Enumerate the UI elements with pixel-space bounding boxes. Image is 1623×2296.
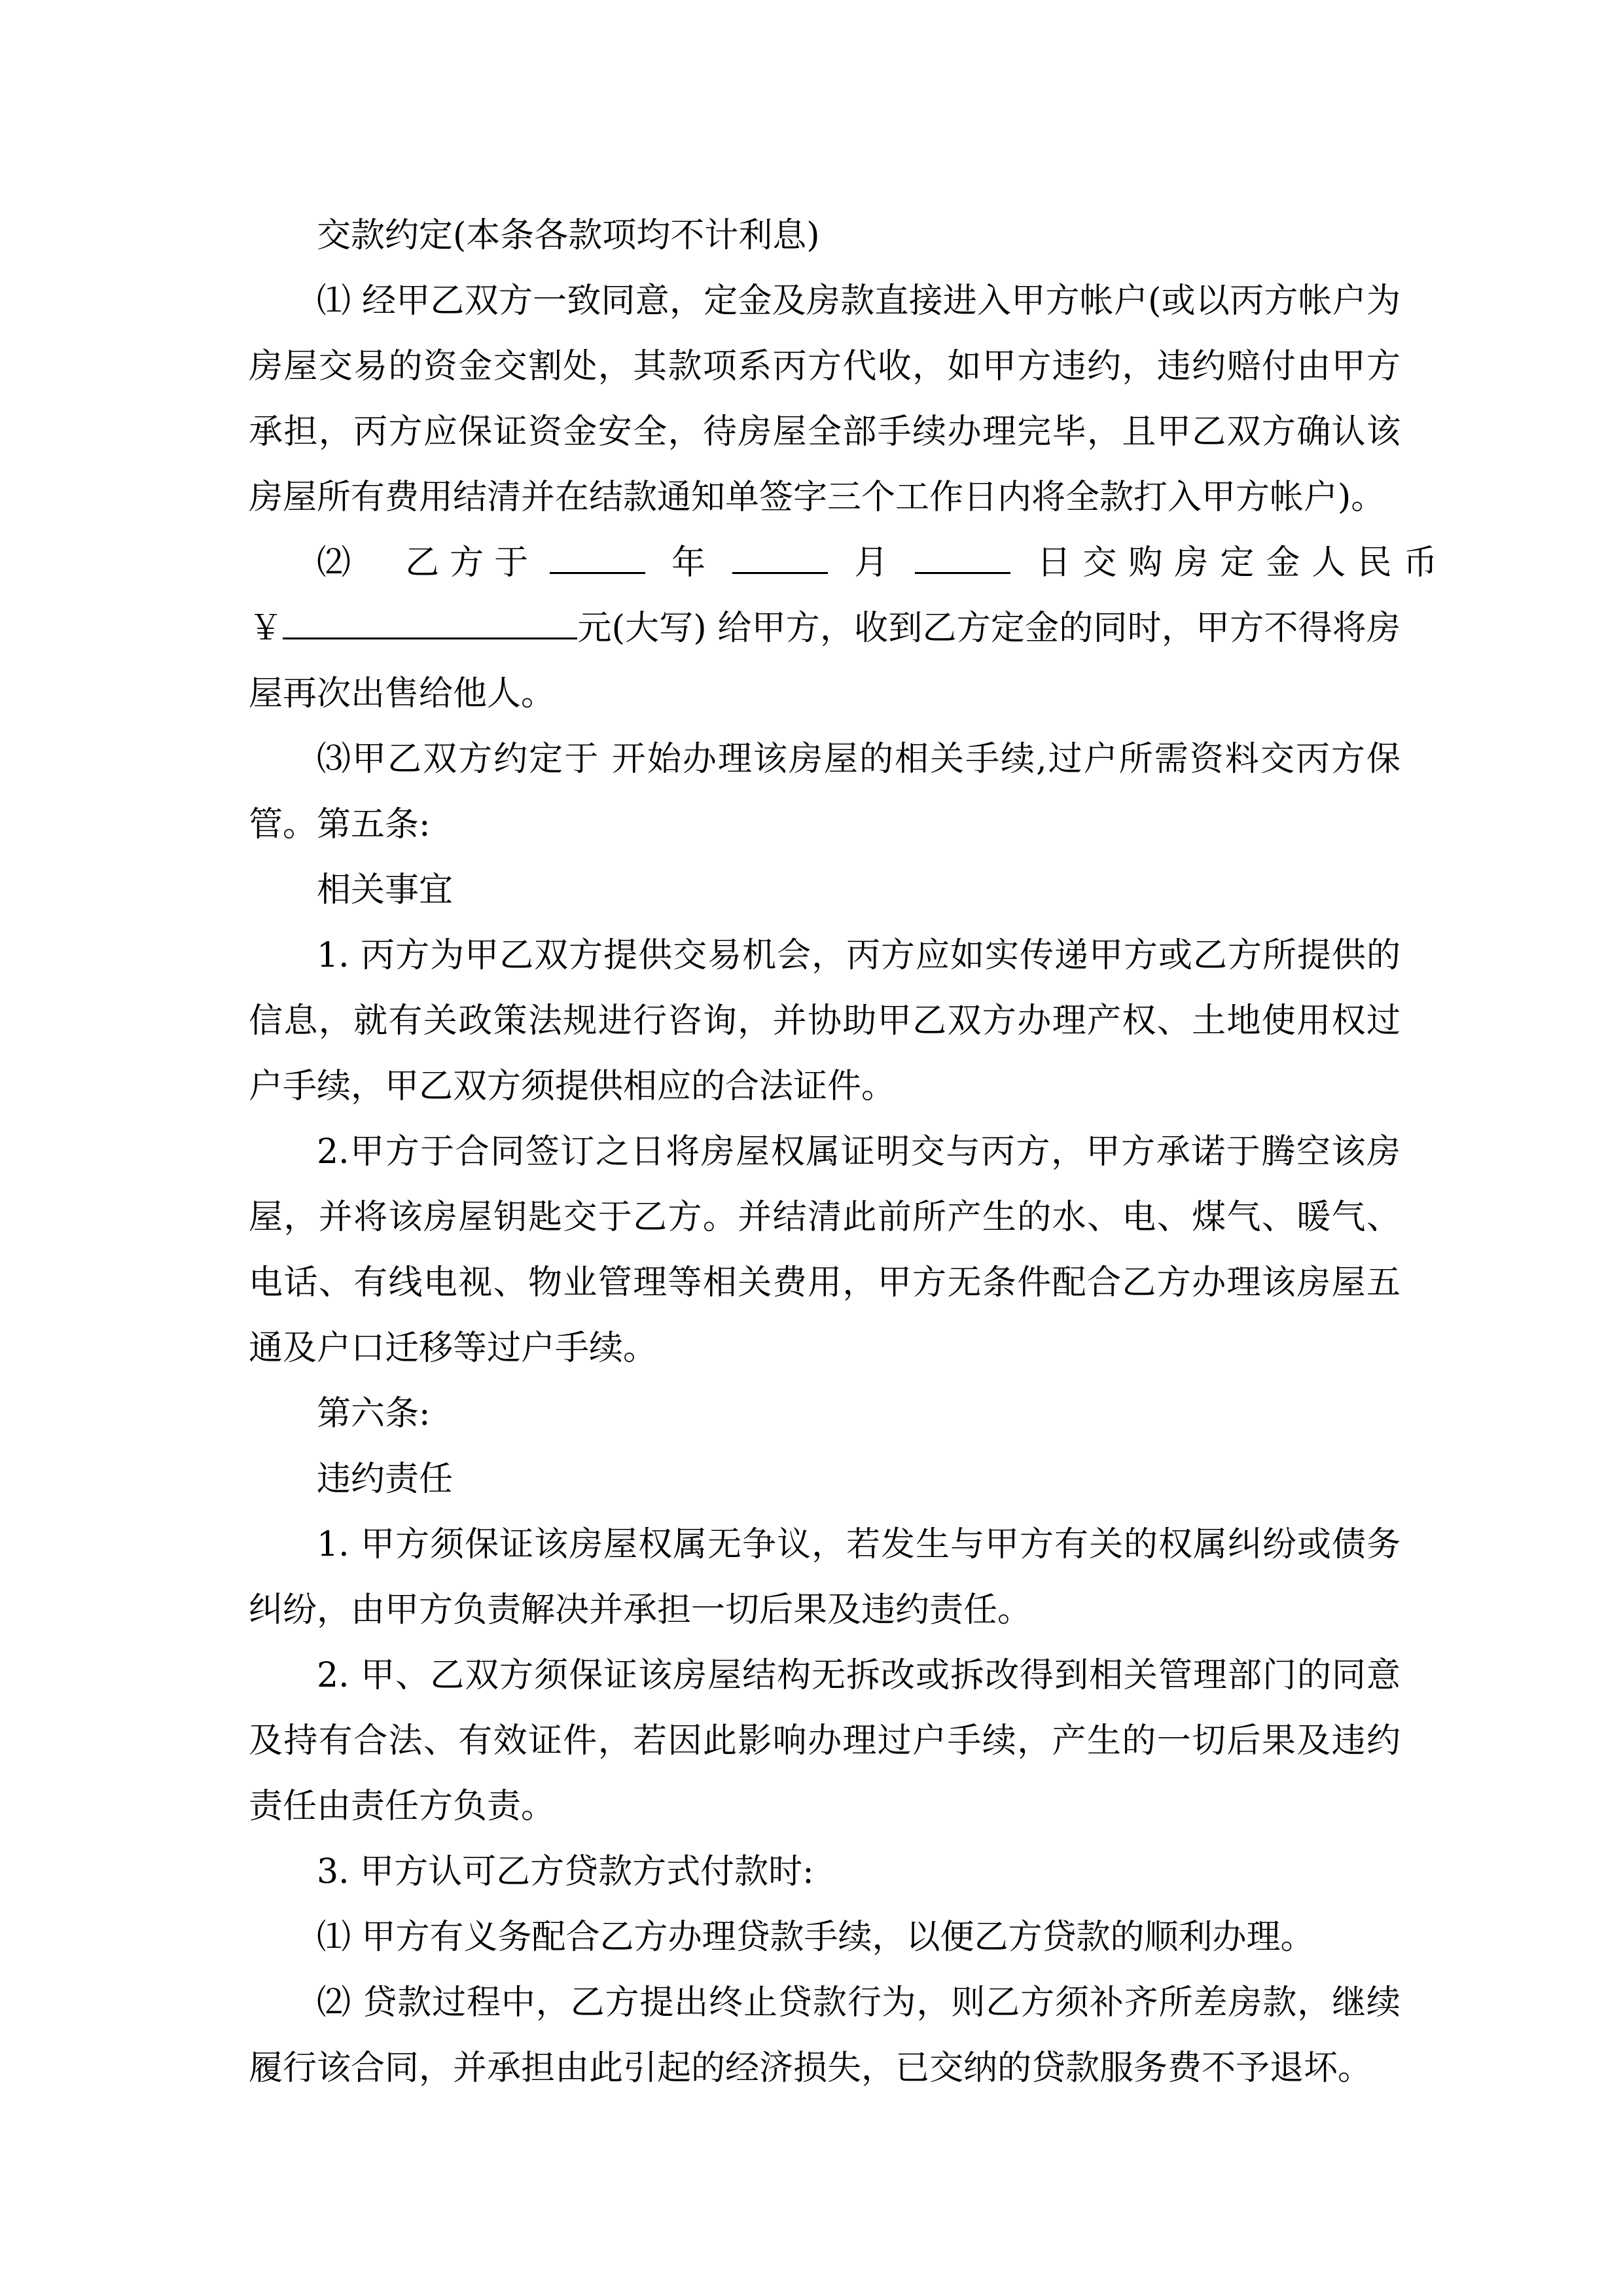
clause-payment-item-2-rest <box>249 596 1400 726</box>
article-6-item-2: 2. 甲、乙双方须保证该房屋结构无拆改或拆改得到相关管理部门的同意及持有合法、有效证件，若因此影响办理过户手续，产生的一切后果及违约责任由责任方负责。 <box>249 1656 1400 1826</box>
article-6-item-3-sub-2: ⑵ 贷款过程中，乙方提出终止贷款行为，则乙方须补齐所差房款，继续履行该合同，并承担由此引起的经济损失，已交纳的贷款服务费不予退坏。 <box>249 1983 1400 2088</box>
text-segment: 元(大写) 给甲方，收到乙方定金的同时，甲方不得将房屋再次出售给他人。 <box>249 609 1400 713</box>
item-number: ⑵ <box>317 543 351 583</box>
text-segment: 日交购房定金人民币 <box>1037 543 1450 583</box>
amount-blank <box>283 609 577 639</box>
text-segment: 乙方于 <box>405 543 539 583</box>
article-6-heading: 第六条: <box>317 1394 431 1433</box>
day-blank <box>915 543 1010 574</box>
article-5-item-2: 2.甲方于合同签订之日将房屋权属证明交与丙方，甲方承诺于腾空该房屋，并将该房屋钥匙交于乙方。并结清此前所产生的水、电、煤气、暖气、电话、有线电视、物业管理等相关费用，甲方无条件配合乙方办理该房屋五通及户口迁移等过户手续。 <box>249 1132 1400 1368</box>
month-label: 月 <box>854 543 889 583</box>
clause-payment-heading: 交款约定(本条各款项均不计利息) <box>317 216 820 255</box>
article-5-item-1: 1. 丙方为甲乙双方提供交易机会，丙方应如实传递甲方或乙方所提供的信息，就有关政策法规进行咨询，并协助甲乙双方办理产权、土地使用权过户手续，甲乙双方须提供相应的合法证件。 <box>249 936 1400 1106</box>
year-label: 年 <box>671 543 706 583</box>
article-6-item-3: 3. 甲方认可乙方贷款方式付款时: <box>317 1852 814 1892</box>
article-6-title: 违约责任 <box>317 1460 454 1499</box>
article-6-item-1: 1. 甲方须保证该房屋权属无争议，若发生与甲方有关的权属纠纷或债务纠纷，由甲方负责解决并承担一切后果及违约责任。 <box>249 1525 1400 1630</box>
article-6-item-3-sub-1: ⑴ 甲方有义务配合乙方办理贷款手续，以便乙方贷款的顺利办理。 <box>317 1918 1315 1957</box>
clause-payment-item-2-line-1 <box>317 530 1450 596</box>
article-5-title: 相关事宜 <box>317 870 454 910</box>
year-blank <box>550 543 645 574</box>
article-5-heading: 第五条: <box>317 805 431 844</box>
yen-sign: ￥ <box>249 609 283 648</box>
clause-payment-item-1: ⑴ 经甲乙双方一致同意，定金及房款直接进入甲方帐户(或以丙方帐户为房屋交易的资金交割处，其款项系丙方代收，如甲方违约，违约赔付由甲方承担，丙方应保证资金安全，待房屋全部手续办理完毕，且甲乙双方确认该房屋所有费用结清并在结款通知单签字三个工作日内将全款打入甲方帐户)。 <box>249 281 1400 517</box>
clause-payment-item-3: ⑶甲乙双方约定于 开始办理该房屋的相关手续,过户所需资料交丙方保管。 <box>249 740 1400 844</box>
month-blank <box>732 543 828 574</box>
